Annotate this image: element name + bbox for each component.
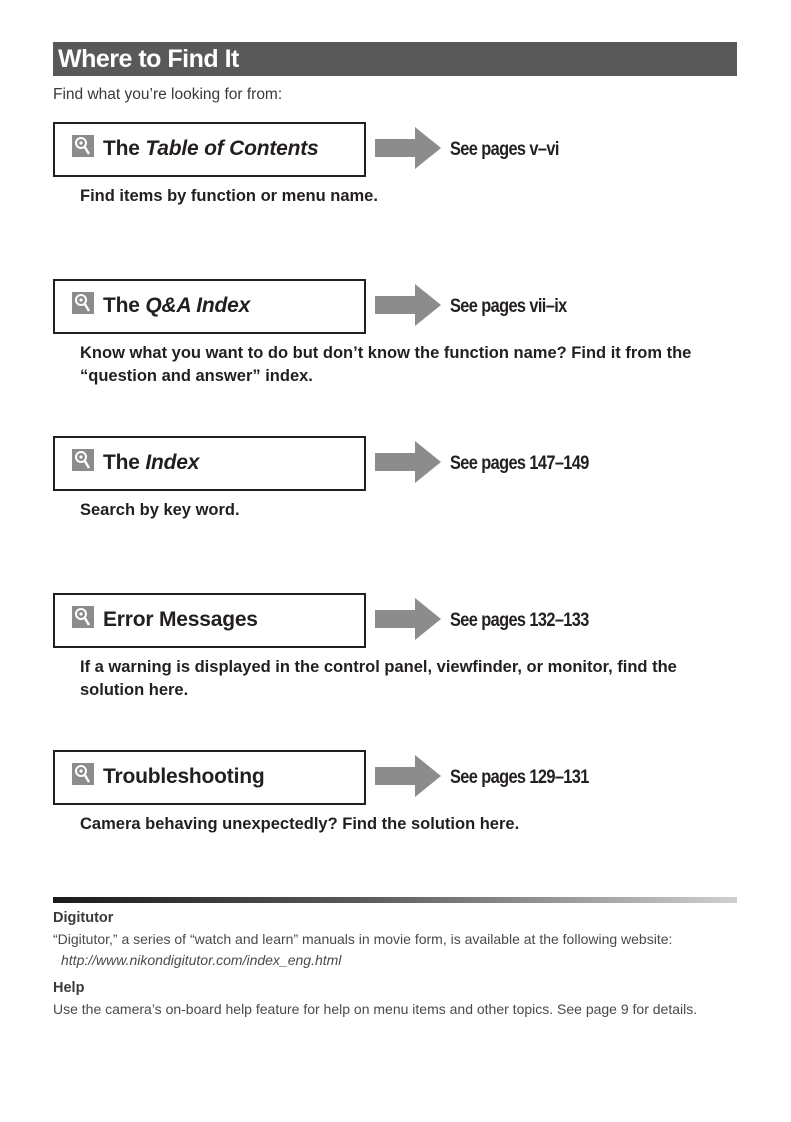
page-reference: See pages 129–131 [450, 767, 589, 788]
help-text: Use the camera’s on-board help feature for help on menu items and other topics. See page 9 for details. [53, 1001, 698, 1017]
page-reference: See pages v–vi [450, 139, 559, 160]
page-reference: See pages 147–149 [450, 453, 589, 474]
section-label-box [53, 593, 366, 648]
magnifier-icon [72, 449, 94, 471]
section-label-box [53, 750, 366, 805]
digitutor-description: “Digitutor,” a series of “watch and learn” manuals in movie form, is available at the following website: [53, 931, 673, 947]
section-table-of-contents [53, 122, 753, 252]
magnifier-icon [72, 763, 94, 785]
section-troubleshooting [53, 750, 753, 880]
page-reference: See pages 132–133 [450, 610, 589, 631]
page-title: Where to Find It [53, 42, 737, 76]
magnifier-icon [72, 606, 94, 628]
section-label: The Table of Contents [103, 137, 319, 160]
help-heading: Help [53, 980, 85, 996]
arrow-right-icon [375, 284, 441, 326]
arrow-right-icon [375, 127, 441, 169]
section-qa-index [53, 279, 753, 409]
section-label: The Q&A Index [103, 294, 251, 317]
arrow-right-icon [375, 598, 441, 640]
page-reference: See pages vii–ix [450, 296, 567, 317]
section-label-box [53, 279, 366, 334]
digitutor-text [53, 929, 739, 971]
magnifier-icon [72, 135, 94, 157]
section-description: Find items by function or menu name. [80, 187, 378, 205]
section-description: Camera behaving unexpectedly? Find the solution here. [80, 815, 520, 833]
footer-divider [53, 897, 737, 903]
section-label: Troubleshooting [103, 765, 265, 788]
section-label-box [53, 436, 366, 491]
section-index [53, 436, 753, 566]
section-description: Search by key word. [80, 501, 240, 519]
section-label: The Index [103, 451, 200, 474]
digitutor-heading: Digitutor [53, 910, 114, 926]
magnifier-icon [72, 292, 94, 314]
arrow-right-icon [375, 755, 441, 797]
section-description: Know what you want to do but don’t know the function name? Find it from the “question and answer” index. [80, 344, 692, 385]
section-label-box [53, 122, 366, 177]
section-error-messages [53, 593, 753, 723]
arrow-right-icon [375, 441, 441, 483]
section-label: Error Messages [103, 608, 258, 631]
digitutor-url[interactable]: http://www.nikondigitutor.com/index_eng.html [61, 952, 342, 968]
intro-text: Find what you’re looking for from: [53, 86, 283, 103]
section-description: If a warning is displayed in the control panel, viewfinder, or monitor, find the solution here. [80, 658, 677, 699]
